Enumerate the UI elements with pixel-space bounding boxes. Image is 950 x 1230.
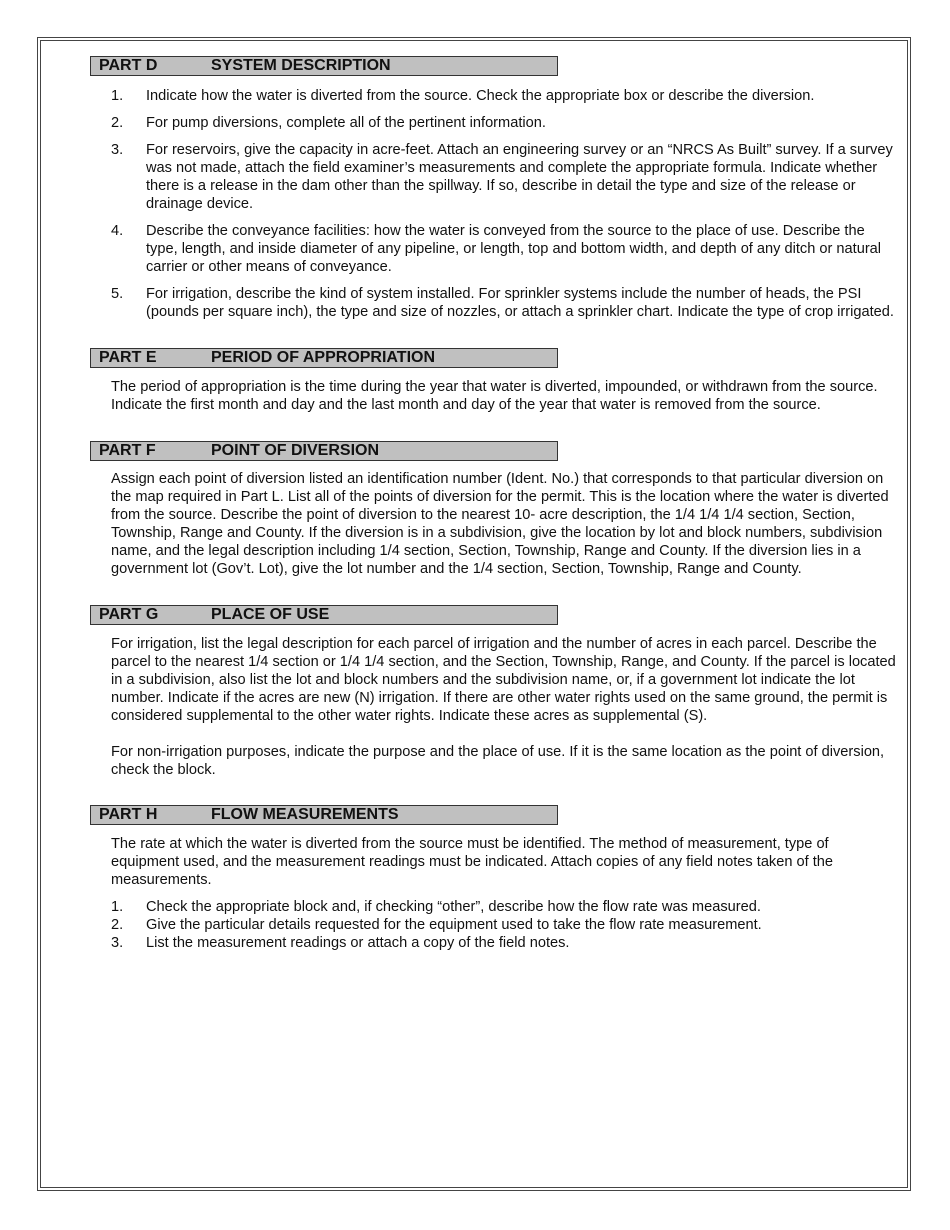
list-item [90, 222, 900, 276]
part-f-header [90, 441, 558, 461]
list-item [90, 898, 900, 916]
item-number: 2. [111, 917, 124, 933]
item-text: Indicate how the water is diverted from the source. Check the appropriate box or describe the diversion. [146, 88, 815, 104]
part-d-title: SYSTEM DESCRIPTION [211, 57, 391, 74]
item-text: Check the appropriate block and, if checking “other”, describe how the flow rate was measured. [146, 899, 761, 915]
part-e-title: PERIOD OF APPROPRIATION [211, 349, 436, 366]
part-h-body: The rate at which the water is diverted from the source must be identified. The method of measurement, type of equipment used, and the measurement readings must be indicated. Attach copies of any field notes taken of the measurements. [111, 836, 834, 888]
part-f-label: PART F [99, 442, 156, 459]
part-d-list [90, 87, 900, 321]
instructions-content [90, 56, 900, 952]
item-number: 3. [111, 142, 124, 158]
list-item [90, 285, 900, 321]
part-d-header [90, 56, 558, 76]
part-e-header [90, 348, 558, 368]
part-e-label: PART E [99, 349, 157, 366]
part-f-title: POINT OF DIVERSION [211, 442, 380, 459]
item-text: List the measurement readings or attach a copy of the field notes. [146, 935, 570, 951]
part-g-body-non-irrigation: For non-irrigation purposes, indicate the purpose and the place of use. If it is the same location as the point of diversion, check the block. [111, 744, 885, 778]
item-number: 1. [111, 88, 124, 104]
part-d-label: PART D [99, 57, 158, 74]
part-h-label: PART H [99, 806, 158, 823]
list-item [90, 934, 900, 952]
part-g-header [90, 605, 558, 625]
part-h-header [90, 805, 558, 825]
item-text: Give the particular details requested for the equipment used to take the flow rate measurement. [146, 917, 762, 933]
part-g-title: PLACE OF USE [211, 606, 330, 623]
part-g-body-irrigation: For irrigation, list the legal description for each parcel of irrigation and the number of acres in each parcel. Describe the parcel to the nearest 1/4 section or 1/4 1/4 section, and the Section, Township, Range, and County. If the parcel is located in a subdivision, also list the lot and block numbers and the subdivision name, or, if a government lot indicate the lot number. Indicate if the acres are new (N) irrigation. If there are other water rights used on the same ground, the permit is considered supplemental to the other water rights. Indicate these acres as supplemental (S). [111, 636, 896, 724]
list-item [90, 114, 900, 132]
item-number: 3. [111, 935, 124, 951]
item-number: 5. [111, 286, 124, 302]
item-text: For irrigation, describe the kind of system installed. For sprinkler systems include the number of heads, the PSI (pounds per square inch), the type and size of nozzles, or attach a sprinkler chart. Indicate the type of crop irrigated. [146, 286, 894, 320]
part-h-title: FLOW MEASUREMENTS [211, 806, 399, 823]
part-h-list [90, 898, 900, 952]
list-item [90, 916, 900, 934]
list-item [90, 87, 900, 105]
item-number: 2. [111, 115, 124, 131]
part-f-body: Assign each point of diversion listed an identification number (Ident. No.) that corresponds to that particular diversion on the map required in Part L. List all of the points of diversion for the permit. This is the location where the water is diverted from the source. Describe the point of diversion to the nearest 10- acre description, the 1/4 1/4 1/4 section, Section, Township, Range and County. If the diversion is in a subdivision, give the location by lot and block numbers, subdivision name, and the legal description including 1/4 section, Section, Township, Range and County. If the diversion lies in a government lot (Gov’t. Lot), give the lot number and the 1/4 section, Section, Township, Range and County. [111, 471, 889, 577]
item-number: 4. [111, 223, 124, 239]
list-item [90, 141, 900, 213]
item-text: Describe the conveyance facilities: how the water is conveyed from the source to the place of use. Describe the type, length, and inside diameter of any pipeline, or length, top and bottom width, and depth of any ditch or natural carrier or other means of conveyance. [146, 223, 882, 275]
item-text: For pump diversions, complete all of the pertinent information. [146, 115, 546, 131]
item-number: 1. [111, 899, 124, 915]
item-text: For reservoirs, give the capacity in acre-feet. Attach an engineering survey or an “NRCS As Built” survey. If a survey was not made, attach the field examiner’s measurements and complete the appropriate formula. Indicate whether there is a release in the dam other than the spillway. If so, describe in detail the type and size of the release or drainage device. [146, 142, 893, 212]
part-e-body: The period of appropriation is the time during the year that water is diverted, impounded, or withdrawn from the source. Indicate the first month and day and the last month and day of the year that water is removed from the source. [111, 379, 878, 413]
part-g-label: PART G [99, 606, 159, 623]
